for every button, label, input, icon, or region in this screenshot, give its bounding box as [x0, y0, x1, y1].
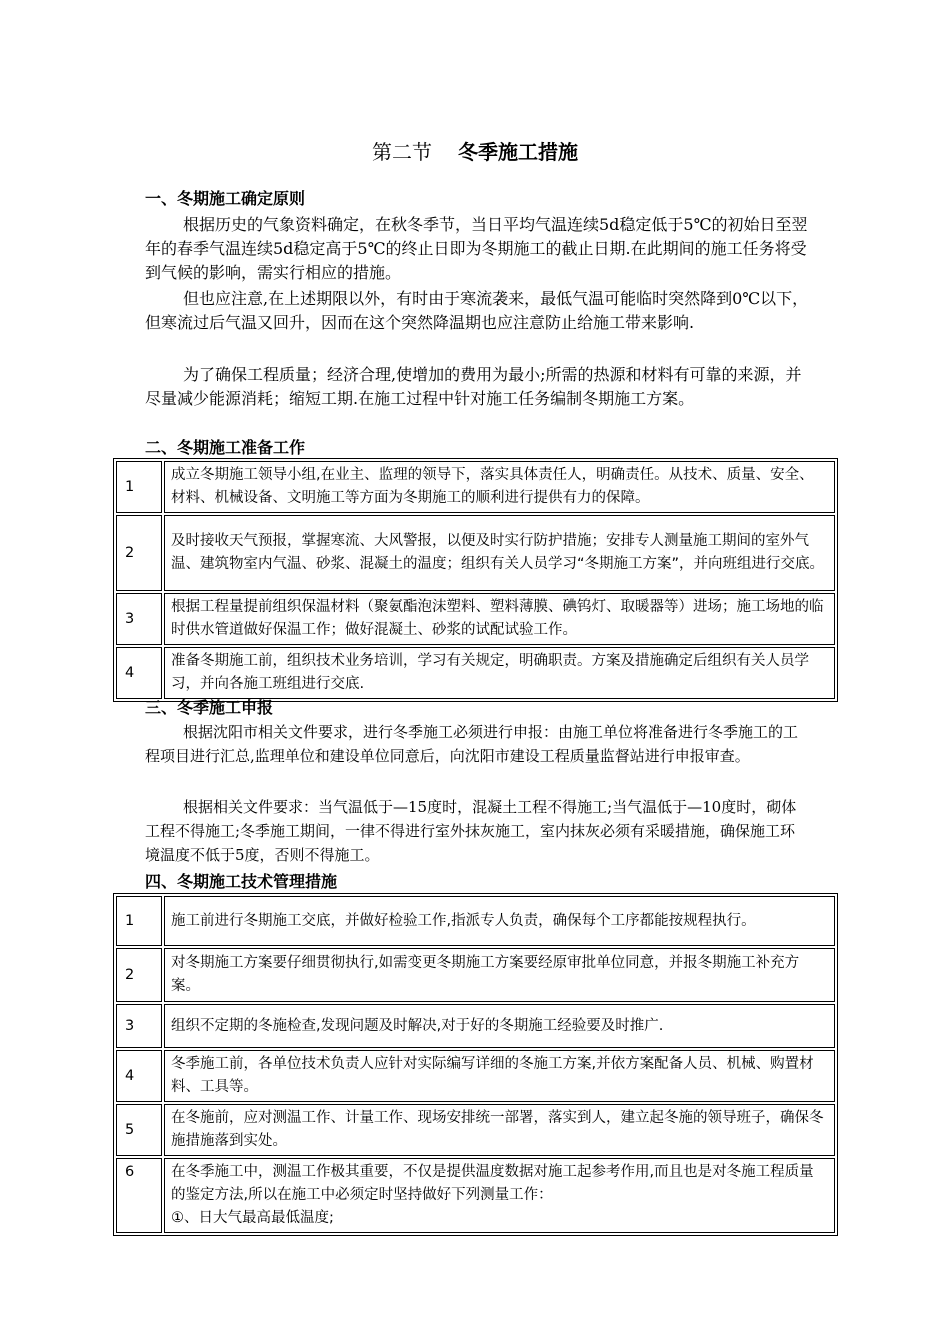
- row-number: 6: [116, 1158, 162, 1233]
- management-table: [113, 893, 838, 1236]
- table-row: [116, 1004, 835, 1048]
- heading-management: 四、冬期施工技术管理措施: [145, 872, 338, 891]
- row-text: 施工前进行冬期施工交底，并做好检验工作,指派专人负责，确保每个工序都能按规程执行。: [164, 896, 835, 946]
- row-text-block: [164, 1158, 835, 1233]
- heading-principles: 一、冬期施工确定原则: [145, 189, 306, 208]
- row-subitem: ①、日大气最高最低温度;: [171, 1210, 334, 1226]
- heading-application: 三、冬季施工申报: [145, 698, 274, 717]
- table-row: [116, 647, 835, 699]
- table-row: [116, 461, 835, 513]
- row-text: 对冬期施工方案要仔细贯彻执行,如需变更冬期施工方案要经原审批单位同意，并报冬期施工补充方案。: [164, 948, 835, 1002]
- row-text: 在冬季施工中，测温工作极其重要，不仅是提供温度数据对施工起参考作用,而且也是对冬施工程质量的鉴定方法,所以在施工中必须定时坚持做好下列测量工作：: [171, 1164, 814, 1203]
- section-name: 冬季施工措施: [458, 140, 578, 164]
- table-row: [116, 1050, 835, 1102]
- row-number: 4: [116, 647, 162, 699]
- paragraph: 根据相关文件要求：当气温低于—15度时，混凝土工程不得施工;当气温低于—10度时，砌体工程不得施工;冬季施工期间，一律不得进行室外抹灰施工，室内抹灰必须有采暖措施，确保施工环境温度不低于5度，否则不得施工。: [145, 798, 797, 864]
- row-text: 组织不定期的冬施检查,发现问题及时解决,对于好的冬期施工经验要及时推广.: [164, 1004, 835, 1048]
- table-row: [116, 896, 835, 946]
- row-text: 在冬施前，应对测温工作、计量工作、现场安排统一部署，落实到人，建立起冬施的领导班子，确保冬施措施落到实处。: [164, 1104, 835, 1156]
- row-number: 3: [116, 1004, 162, 1048]
- row-number: 2: [116, 515, 162, 591]
- section-number: 第二节: [372, 140, 432, 164]
- row-text: 及时接收天气预报，掌握寒流、大风警报，以便及时实行防护措施；安排专人测量施工期间的室外气温、建筑物室内气温、砂浆、混凝土的温度；组织有关人员学习“冬期施工方案”，并向班组进行交底。: [164, 515, 835, 591]
- row-number: 2: [116, 948, 162, 1002]
- table-row: [116, 593, 835, 645]
- table-row: [116, 948, 835, 1002]
- heading-preparation: 二、冬期施工准备工作: [145, 438, 306, 457]
- preparation-table: [113, 458, 838, 702]
- row-text: 根据工程量提前组织保温材料（聚氨酯泡沫塑料、塑料薄膜、碘钨灯、取暖器等）进场；施工场地的临时供水管道做好保温工作；做好混凝土、砂浆的试配试验工作。: [164, 593, 835, 645]
- row-number: 1: [116, 461, 162, 513]
- row-text: 准备冬期施工前，组织技术业务培训，学习有关规定，明确职责。方案及措施确定后组织有关人员学习，并向各施工班组进行交底.: [164, 647, 835, 699]
- paragraph: 根据沈阳市相关文件要求，进行冬季施工必须进行申报：由施工单位将准备进行冬季施工的工程项目进行汇总,监理单位和建设单位同意后，向沈阳市建设工程质量监督站进行申报审查。: [145, 723, 799, 765]
- table-row: [116, 515, 835, 591]
- row-number: 5: [116, 1104, 162, 1156]
- row-number: 4: [116, 1050, 162, 1102]
- paragraph: 为了确保工程质量；经济合理,使增加的费用为最小;所需的热源和材料有可靠的来源，并尽量减少能源消耗；缩短工期.在施工过程中针对施工任务编制冬期施工方案。: [145, 365, 802, 408]
- table-row: [116, 1158, 835, 1233]
- row-number: 1: [116, 896, 162, 946]
- paragraph: 根据历史的气象资料确定，在秋冬季节，当日平均气温连续5d稳定低于5℃的初始日至翌年的春季气温连续5d稳定高于5℃的终止日即为冬期施工的截止日期.在此期间的施工任务将受到气候的影响，需实行相应的措施。: [145, 215, 808, 282]
- page-title: [0, 138, 950, 166]
- table-row: [116, 1104, 835, 1156]
- paragraph: 但也应注意,在上述期限以外，有时由于寒流袭来，最低气温可能临时突然降到0℃以下，但寒流过后气温又回升，因而在这个突然降温期也应注意防止给施工带来影响.: [145, 289, 809, 332]
- row-text: 成立冬期施工领导小组,在业主、监理的领导下，落实具体责任人，明确责任。从技术、质量、安全、材料、机械设备、文明施工等方面为冬期施工的顺利进行提供有力的保障。: [164, 461, 835, 513]
- row-number: 3: [116, 593, 162, 645]
- row-text: 冬季施工前，各单位技术负责人应针对实际编写详细的冬施工方案,并依方案配备人员、机械、购置材料、工具等。: [164, 1050, 835, 1102]
